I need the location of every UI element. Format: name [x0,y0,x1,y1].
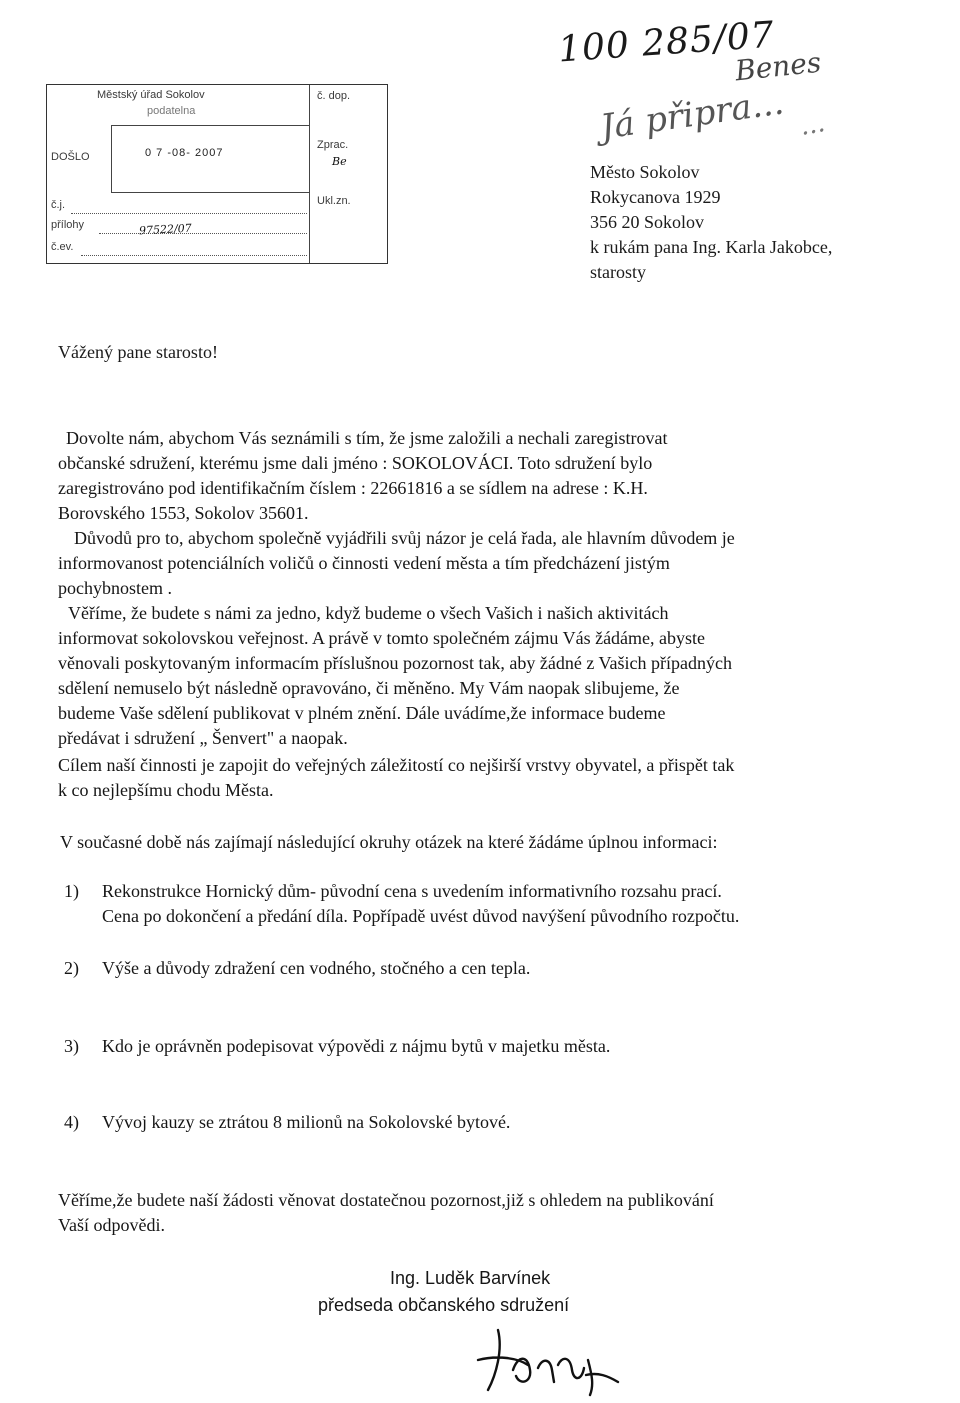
body-line: Dovolte nám, abychom Vás seznámili s tím, že jsme založili a nechali zaregistrovat [66,428,668,448]
addressee-line: 356 20 Sokolov [590,212,705,232]
body-line: Cílem naší činnosti je zapojit do veřejných záležitostí co nejširší vrstvy obyvatel, a přispět tak [58,755,735,775]
body-line: občanské sdružení, kterému jsme dali jméno : SOKOLOVÁCI. Toto sdružení bylo [58,453,653,473]
list-item-continuation: Cena po dokončení a předání díla. Popřípadě uvést důvod navýšení původního rozpočtu. [102,906,740,926]
stamp-office-sub: podatelna [147,105,196,117]
body-line: informovanost potenciálních voličů o činnosti vedení města a tím předcházení jistým [58,553,670,573]
handwritten-note-extra: ... [797,108,828,142]
stamp-zprac-label: Zprac. [317,139,349,151]
list-item: Výše a důvody zdražení cen vodného, stočného a cen tepla. [102,958,531,978]
body-line: pochybnostem . [58,578,172,598]
stamp-doslo-label: DOŠLO [51,151,90,163]
stamp-date-box [111,125,309,193]
stamp-ukl-label: Ukl.zn. [317,195,351,207]
body-line: Důvodů pro to, abychom společně vyjádřili svůj názor je celá řada, ale hlavním důvodem je [74,528,735,548]
stamp-office: Městský úřad Sokolov [97,89,205,101]
list-item: Rekonstrukce Hornický dům- původní cena s uvedením informativního rozsahu prací. [102,881,722,901]
stamp-cev-label: č.ev. [51,241,74,253]
addressee-line: k rukám pana Ing. Karla Jakobce, [590,237,833,257]
list-item-number: 2) [64,958,79,978]
stamp-divider [309,85,310,263]
stamp-initials: Be [332,155,347,168]
body-line: informovat sokolovskou veřejnost. A právě v tomto společném zájmu Vás žádáme, abyste [58,628,706,648]
handwritten-name: Benes [733,45,823,88]
body-line: věnovali poskytovaným informacím příslušnou pozornost tak, aby žádné z Vašich případných [58,653,733,673]
closing-line: Věříme,že budete naší žádosti věnovat dostatečnou pozornost,již s ohledem na publikování [58,1190,714,1210]
list-item-number: 1) [64,881,79,901]
body-line: k co nejlepšímu chodu Města. [58,780,274,800]
stamp-dotline [71,213,307,214]
registry-stamp [46,84,388,264]
handwritten-reference-number: 100 285/07 [556,14,776,71]
stamp-prilohy-label: přílohy [51,219,85,231]
salutation: Vážený pane starosto! [58,342,218,362]
stamp-cj-label: č.j. [51,199,66,211]
signatory-role: předseda občanského sdružení [318,1295,570,1315]
stamp-dop-label: č. dop. [317,90,351,102]
body-line: zaregistrováno pod identifikačním číslem : 22661816 a se sídlem na adrese : K.H. [58,478,648,498]
addressee-block [590,160,832,285]
closing-line: Vaší odpovědi. [58,1215,165,1235]
list-item-number: 4) [64,1112,79,1132]
body-line: Věříme, že budete s námi za jedno, když budeme o všech Vašich i našich aktivitách [68,603,669,623]
handwritten-signature [458,1320,638,1400]
stamp-dotline [99,233,307,234]
list-item: Kdo je oprávněn podepisovat výpovědi z nájmu bytů v majetku města. [102,1036,611,1056]
body-line: sdělení nemuselo být následně opravováno, či měněno. My Vám naopak slibujeme, že [58,678,680,698]
addressee-line: Město Sokolov [590,162,700,182]
body-line: předávat i sdružení „ Šenvert" a naopak. [58,728,348,748]
addressee-line: Rokycanova 1929 [590,187,721,207]
stamp-date: 0 7 -08- 2007 [145,147,224,159]
list-item: Vývoj kauzy se ztrátou 8 milionů na Sokolovské bytové. [102,1112,511,1132]
body-line: budeme Vaše sdělení publikovat v plném znění. Dále uvádíme,že informace budeme [58,703,666,723]
addressee-line: starosty [590,262,646,282]
signatory-name: Ing. Luděk Barvínek [390,1268,551,1288]
stamp-cev-value: 97522/07 [138,221,193,238]
stamp-dotline [81,255,307,256]
list-item-number: 3) [64,1036,79,1056]
questions-intro: V současné době nás zajímají následující okruhy otázek na které žádáme úplnou informaci: [60,832,718,852]
body-line: Borovského 1553, Sokolov 35601. [58,503,309,523]
handwritten-note: Já připra... [598,82,787,148]
